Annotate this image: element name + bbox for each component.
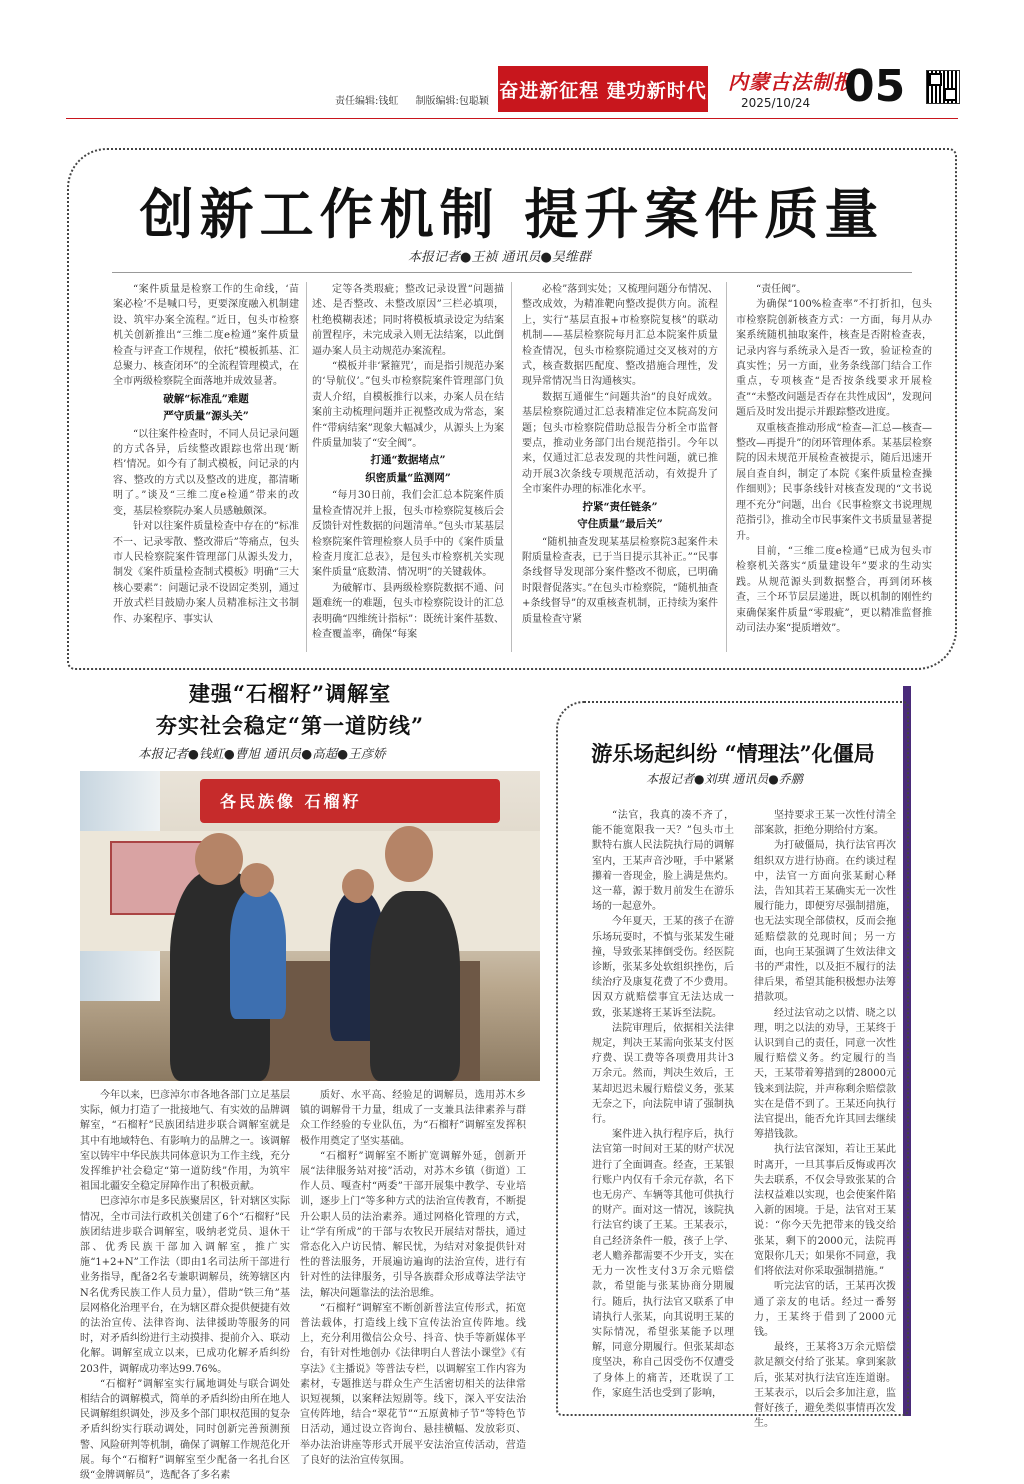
paragraph: 双重核查推动形成“检查—汇总—核查—整改—再提升”的闭环管理体系。某基层检察院的因未规范开展检查被提示，随后迅速开展自查自纠，制定了本院《案件质量检查操作细则》；民事条线针对核查发现的“文书说理不充分”问题，出台《民事检察文书说理规范指引》，推动全市民事案件文书质量显著提升。 bbox=[736, 422, 932, 542]
person-head bbox=[385, 826, 433, 882]
left-byline: 本报记者●钱虹●曹旭 通讯员●高超●王彦娇 bbox=[138, 746, 386, 761]
paragraph: “模板并非‘紧箍咒’，而是指引规范办案的‘导航仪’。”包头市检察院案件管理部门负责人介绍，自模板推行以来，办案人员在结案前主动梳理问题并正视整改成为常态，案件“带病结案”现象大幅减少，从源头上为案件质量加装了“安全阀”。 bbox=[312, 361, 504, 450]
left-column-2 bbox=[300, 1088, 526, 1466]
paragraph: 坚持要求王某一次性付清全部案款，拒绝分期给付方案。 bbox=[754, 810, 896, 837]
subheading: 严守质量“源头关” bbox=[163, 410, 249, 423]
main-column-3 bbox=[522, 282, 718, 657]
right-column-2 bbox=[754, 808, 896, 1430]
paragraph: 听完法官的话，王某再次拨通了亲友的电话。经过一番努力，王某终于借到了2000元钱。 bbox=[754, 1281, 896, 1338]
mediation-photo bbox=[80, 771, 540, 1081]
paragraph: 案件进入执行程序后，执行法官第一时间对王某的财产状况进行了全面调查。经查，王某银行账户内仅有千余元存款，名下也无房产、车辆等其他可供执行的财产。面对这一情况，该院执行法官约谈了王某。王某表示，自己经济条件一般，孩子上学、老人赡养都需要不少开支，实在无力一次性支付3万余元赔偿款，希望能与张某协商分期履行。随后，执行法官又联系了申请执行人张某，向其说明王某的实际情况，希望张某能予以理解，同意分期履行。但张某却态度坚决，称自己因受伤不仅遭受了身体上的痛苦，还耽误了工作，家庭生活也受到了影响， bbox=[592, 1129, 734, 1399]
paragraph: 最终，王某将3万余元赔偿款足额交付给了张某。拿到案款后，张某对执行法官连连道谢。王某表示，以后会多加注意，监督好孩子，避免类似事情再次发生。 bbox=[754, 1342, 896, 1430]
qr-code-icon[interactable] bbox=[926, 70, 960, 104]
paragraph: 数据互通催生“问题共治”的良好成效。基层检察院通过汇总表精准定位本院高发问题；包头市检察院借助总报告分析全市监督要点，推动业务部门出台规范指引。今年以来，仅通过汇总表发现的共性问题，就已推动开展3次条线专项规范活动，有效提升了全市案件办理的标准化水平。 bbox=[522, 391, 718, 496]
publication-date: 2025/10/24 bbox=[741, 96, 811, 110]
paragraph: 执行法官深知，若让王某此时离开，一旦其事后反悔或再次失去联系，不仅会导致张某的合法权益难以实现，也会使案件陷入新的困境。于是，法官对王某说：“你今天先把带来的钱交给张某，剩下的2000元，法院再宽限你几天；如果你不同意，我们将依法对你采取强制措施。” bbox=[754, 1144, 896, 1278]
paragraph: 定等各类瑕疵；整改记录设置“问题描述、是否整改、未整改原因”三栏必填项，杜绝模糊表述；同时将模板填录设定为结案前置程序，未完成录入则无法结案，以此倒逼办案人员主动规范办案流程。 bbox=[312, 284, 504, 357]
left-headline-line2: 夯实社会稳定“第一道防线” bbox=[155, 713, 425, 738]
editor-label: 责任编辑:钱虹 bbox=[335, 96, 399, 107]
subheading: 织密质量“监测网” bbox=[365, 471, 451, 484]
paragraph: 经过法官动之以情、晓之以理，明之以法的劝导，王某终于认识到自己的责任，同意一次性履行赔偿义务。约定履行的当天，王某带着筹措到的28000元钱来到法院，并声称剩余赔偿款实在是借不到了。王某还向执行法官提出，能否允许其回去继续筹措钱款。 bbox=[754, 1007, 896, 1141]
paragraph: 必检”落到实处；又梳理问题分布情况、整改成效，为精准靶向整改提供方向。流程上，实行“基层直报+市检察院复核”的联动机制——基层检察院每月汇总本院案件质量检查情况，包头市检察院通过交叉核对的方式，核查数据匹配度、整改措施合理性，发现异常情况当日沟通核实。 bbox=[522, 284, 718, 388]
page-number: 05 bbox=[844, 61, 906, 112]
paragraph: “以往案件检查时，不同人员记录问题的方式各异，后续整改跟踪也常出现‘断档’情况。如今有了制式模板，问记录的内容、整改的方式以及整改的进度，都清晰明了。”谈及“三维二度e检通”带来的改变，基层检察院办案人员感触颇深。 bbox=[113, 428, 299, 517]
column-divider bbox=[511, 282, 512, 652]
subheading: 拧紧“责任链条” bbox=[582, 500, 658, 513]
left-headline-line1: 建强“石榴籽”调解室 bbox=[188, 681, 392, 706]
designer-label: 制版编辑:包聪颖 bbox=[415, 96, 489, 107]
byline-rule bbox=[112, 272, 912, 273]
left-column-1 bbox=[80, 1088, 290, 1482]
subheading: 打通“数据堵点” bbox=[370, 454, 446, 467]
paragraph: 法院审理后，依据相关法律规定，判决王某需向张某支付医疗费、误工费等各项费用共计3万余元。然而，判决生效后，王某却迟迟未履行赔偿义务，张某无奈之下，向法院申请了强制执行。 bbox=[592, 1022, 734, 1126]
header-rule bbox=[66, 118, 958, 119]
paragraph: “每月30日前，我们会汇总本院案件质量检查情况并上报，包头市检察院复核后会反馈针对性数据的问题清单。”包头市某基层检察院案件管理检察人员手中的《案件质量检查月度汇总表》，是包头市检察机关实现案件质量“底数清、情况明”的关键载体。 bbox=[312, 490, 504, 579]
person-figure bbox=[230, 889, 286, 1019]
right-byline: 本报记者●刘琪 通讯员●乔鹏 bbox=[646, 772, 803, 786]
right-headline: 游乐场起纠纷 “情理法”化僵局 bbox=[591, 741, 875, 766]
paragraph: 巴彦淖尔市是多民族聚居区，针对辖区实际情况，全市司法行政机关创建了6个“石榴籽”民族团结进步联合调解室，吸纳老党员、退休干部、优秀民族干部加入调解室，推广实施“1+2+N”工作法（即由1名司法所干部进行业务指导，配备2名专兼职调解员，统筹辖区内N名优秀民族工作人员力量），借助“铁三角”基层网格化治理平台，在为辖区群众提供便捷有效的法治宣传、法律咨询、法律援助等服务的同时，对矛盾纠纷进行主动摸排、提前介入、联动化解。调解室成立以来，已成功化解矛盾纠纷203件，调解成功率达99.76%。 bbox=[80, 1196, 290, 1375]
paragraph: 为确保“100%检查率”不打折扣，包头市检察院创新核查方式：一方面，每月从办案系统随机抽取案件，核查是否附检查表，记录内容与系统录入是否一致，验证检查的真实性；另一方面，业务条线部门结合工作重点，专项核查“是否按条线要求开展检查”“未整改问题是否存在共性成因”，发现问题后及时发出提示并跟踪整改进度。 bbox=[736, 299, 932, 419]
paragraph: “法官，我真的凑不齐了，能不能宽限我一天？”包头市土默特右旗人民法院执行局的调解室内，王某声音沙哑，手中紧紧攥着一沓现金，脸上满是焦灼。这一幕，源于数月前发生在游乐场的一起意外。 bbox=[592, 810, 734, 913]
paragraph: 今年以来，巴彦淖尔市各地各部门立足基层实际，倾力打造了一批接地气、有实效的品牌调解室，“石榴籽”民族团结进步联合调解室就是其中有地域特色、有影响力的品牌之一。该调解室以铸牢中华民族共同体意识为工作主线，充分发挥维护社会稳定“第一道防线”作用，为筑牢祖国北疆安全稳定屏障作出了积极贡献。 bbox=[80, 1090, 290, 1193]
main-column-2 bbox=[312, 282, 504, 657]
paragraph: 目前，“三维二度e检通”已成为包头市检察机关落实“质量建设年”要求的生动实践。从规范源头到数据整合，再到闭环核查，三个环节层层递进，既以机制的刚性约束确保案件质量“零瑕疵”，更以精准监督推动司法办案“提质增效”。 bbox=[736, 545, 932, 634]
editor-credits bbox=[335, 92, 503, 107]
person-head bbox=[240, 863, 274, 897]
main-column-4 bbox=[736, 282, 932, 657]
person-figure bbox=[370, 891, 460, 1081]
column-divider bbox=[306, 282, 307, 652]
subheading: 破解“标准乱”难题 bbox=[163, 392, 249, 405]
paragraph: “石榴籽”调解室不断扩宽调解外延，创新开展“法律服务站对接”活动，对苏木乡镇（街道）工作人员、嘎查村“两委”干部开展集中教学、专业培训，逐步上门“等多种方式的法治宣传教育，不断提升公职人员的法治素养。通过网格化管理的方式，让“学有所成”的干部与农牧民开展结对帮扶，通过常态化入户访民情、解民忧，为结对对象提供针对性的普法服务，开展遍访遍询的法治宣传，进行有针对性的法律服务，引导各族群众形成尊法学法守法，解决问题靠法的法治思维。 bbox=[300, 1150, 526, 1299]
column-divider bbox=[726, 282, 727, 652]
person-head bbox=[195, 833, 243, 885]
paragraph: 质好、水平高、经验足的调解员，选用苏木乡镇的调解骨干力量，组成了一支兼具法律素养与群众工作经验的专业队伍，为“石榴籽”调解室发挥积极作用奠定了坚实基础。 bbox=[300, 1090, 526, 1147]
main-headline: 创新工作机制 提升案件质量 bbox=[139, 182, 885, 246]
paragraph: “石榴籽”调解室不断创新普法宣传形式，拓宽普法载体，打造线上线下宣传法治宣传阵地。线上，充分利用微信公众号、抖音、快手等新媒体平台，有针对性地创办《法律明白人普法小课堂》《有享法》《主播说》等普法专栏，以调解室工作内容为素材，专题推送与群众生产生活密切相关的法律常识短视频，以案释法短剧等。线下，深入平安法治宣传阵地，结合“翠花节”“五原黄柿子节”等特色节日活动，通过设立咨询台、悬挂横幅、发放彩页、举办法治讲座等形式开展平安法治宣传活动，营造了良好的法治宣传氛围。 bbox=[300, 1302, 526, 1466]
main-column-1 bbox=[113, 282, 299, 657]
newspaper-name: 内蒙古法制报 bbox=[728, 70, 854, 94]
photo-banner-text: 各民族像 石榴籽 bbox=[220, 792, 362, 811]
paragraph: 今年夏天，王某的孩子在游乐场玩耍时，不慎与张某发生碰撞，导致张某摔倒受伤。经医院诊断，张某多处软组织挫伤，后续治疗及康复花费了不少费用。因双方就赔偿事宜无法达成一致，张某遂将王某诉至法院。 bbox=[592, 916, 734, 1019]
paragraph: “随机抽查发现某基层检察院3起案件未附质量检查表，已于当日提示其补正。”“民事条线督导发现部分案件整改不彻底，已明确时限督促落实。”在包头市检察院，“随机抽查+条线督导”的双重核查机制，正持续为案件质量检查守紧 bbox=[522, 536, 718, 625]
person-head bbox=[342, 869, 374, 903]
paragraph: 针对以往案件质量检查中存在的“标准不一、记录零散、整改滞后”等痛点，包头市人民检察院案件管理部门从源头发力，制发《案件质量检查制式模板》明确“三大核心要素”：问题记录不设固定类别，通过开放式栏目鼓励办案人员精准标注文书制作、办案程序、事实认 bbox=[113, 521, 299, 625]
paragraph: 为破解市、县两级检察院数据不通、问题难统一的难题，包头市检察院设计的汇总表明确“四维统计指标”：既统计案件基数、检查覆盖率，确保“每案 bbox=[312, 582, 504, 640]
paragraph: “案件质量是检察工作的生命线，‘苗案必检’不是喊口号，更要深度融入机制建设、筑牢办案全流程。”近日，包头市检察机关创新推出“三维二度e检通”案件质量检查与评查工作规程，依托“模板抓基、汇总聚力、核查闭环”的全流程管理模式，在全市两级检察院全面落地并成效显著。 bbox=[113, 284, 299, 388]
slogan-banner: 奋进新征程 建功新时代 bbox=[498, 66, 708, 112]
paragraph: 为打破僵局，执行法官再次组织双方进行协商。在约谈过程中，法官一方面向张某耐心释法，告知其若王某确实无一次性履行能力，即便穷尽强制措施，也无法实现全部债权，反而会拖延赔偿款的兑现时间；另一方面，也向王某强调了生效法律文书的严肃性，以及拒不履行的法律后果，希望其能积极想办法筹措款项。 bbox=[754, 840, 896, 1004]
paragraph: “责任阀”。 bbox=[756, 284, 807, 295]
main-byline: 本报记者●王祯 通讯员●吴维群 bbox=[408, 250, 591, 265]
right-column-1 bbox=[592, 808, 734, 1400]
subheading: 守住质量“最后关” bbox=[577, 518, 663, 531]
paragraph: “石榴籽”调解室实行属地调处与联合调处相结合的调解模式，简单的矛盾纠纷由所在地人民调解组织调处，涉及多个部门职权范围的复杂矛盾纠纷实行联动调处，同时创新完善预测预警、风险研判等机制，确保了调解工作规范化开展。每个“石榴籽”调解室至少配备一名扎台区级“金牌调解员”，选配各了多名素 bbox=[80, 1378, 290, 1482]
